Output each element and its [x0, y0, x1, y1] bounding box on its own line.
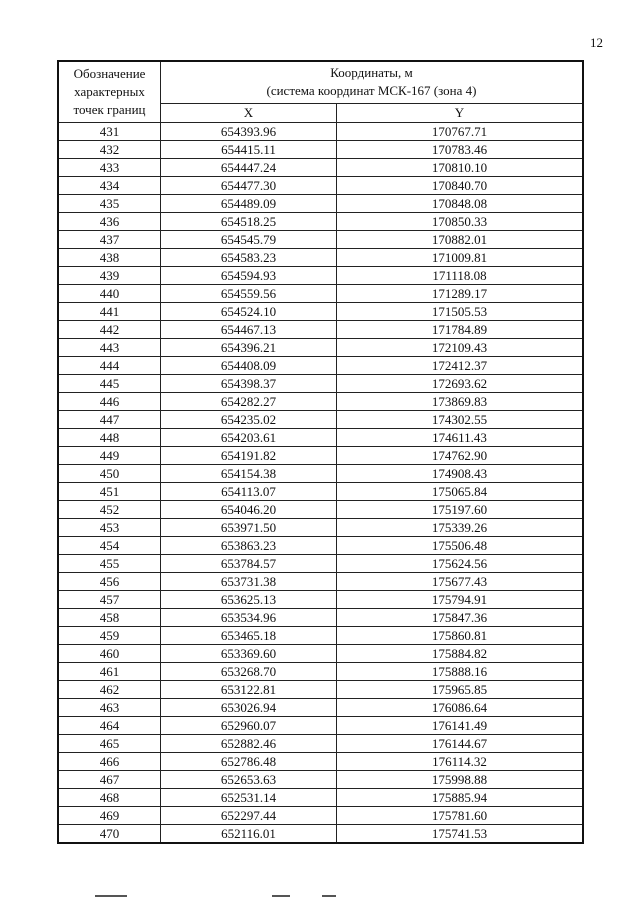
- x-coordinate-cell: 654415.11: [161, 141, 337, 159]
- y-coordinate-cell: 170767.71: [337, 123, 584, 141]
- point-number-cell: 450: [58, 465, 161, 483]
- table-row: [58, 825, 583, 844]
- x-coordinate-cell: 654545.79: [161, 231, 337, 249]
- x-coordinate-cell: 653784.57: [161, 555, 337, 573]
- y-coordinate-cell: 176114.32: [337, 753, 584, 771]
- x-coordinate-cell: 654524.10: [161, 303, 337, 321]
- x-coordinate-cell: 653465.18: [161, 627, 337, 645]
- point-number-cell: 435: [58, 195, 161, 213]
- table-row: [58, 663, 583, 681]
- y-coordinate-cell: 175065.84: [337, 483, 584, 501]
- point-number-cell: 469: [58, 807, 161, 825]
- x-column-header: X: [161, 103, 337, 122]
- point-number-cell: 445: [58, 375, 161, 393]
- designation-header: [58, 61, 161, 123]
- y-coordinate-cell: 175741.53: [337, 825, 584, 844]
- table-row: [58, 285, 583, 303]
- point-number-cell: 462: [58, 681, 161, 699]
- point-number-cell: 431: [58, 123, 161, 141]
- table-row: [58, 411, 583, 429]
- y-coordinate-cell: 170850.33: [337, 213, 584, 231]
- y-coordinate-cell: 170840.70: [337, 177, 584, 195]
- point-number-cell: 432: [58, 141, 161, 159]
- table-row: [58, 429, 583, 447]
- table-row: [58, 789, 583, 807]
- y-coordinate-cell: 171784.89: [337, 321, 584, 339]
- table-body: [58, 123, 583, 844]
- x-coordinate-cell: 653122.81: [161, 681, 337, 699]
- point-number-cell: 456: [58, 573, 161, 591]
- x-coordinate-cell: 653026.94: [161, 699, 337, 717]
- table-header-row: [58, 61, 583, 103]
- x-coordinate-cell: 654583.23: [161, 249, 337, 267]
- y-coordinate-cell: 175847.36: [337, 609, 584, 627]
- coordinates-table: [57, 60, 584, 844]
- table-row: [58, 573, 583, 591]
- y-coordinate-cell: 175506.48: [337, 537, 584, 555]
- y-coordinate-cell: 175885.94: [337, 789, 584, 807]
- point-number-cell: 463: [58, 699, 161, 717]
- point-number-cell: 451: [58, 483, 161, 501]
- x-coordinate-cell: 652882.46: [161, 735, 337, 753]
- table-row: [58, 375, 583, 393]
- table-row: [58, 483, 583, 501]
- y-coordinate-cell: 175794.91: [337, 591, 584, 609]
- x-coordinate-cell: 654046.20: [161, 501, 337, 519]
- table-row: [58, 717, 583, 735]
- table-row: [58, 753, 583, 771]
- x-coordinate-cell: 653268.70: [161, 663, 337, 681]
- point-number-cell: 438: [58, 249, 161, 267]
- page-number: 12: [590, 35, 603, 50]
- table-row: [58, 177, 583, 195]
- table-row: [58, 393, 583, 411]
- x-coordinate-cell: 654113.07: [161, 483, 337, 501]
- x-coordinate-cell: 654282.27: [161, 393, 337, 411]
- y-coordinate-cell: 174302.55: [337, 411, 584, 429]
- y-coordinate-cell: 170882.01: [337, 231, 584, 249]
- y-coordinate-cell: 176144.67: [337, 735, 584, 753]
- x-coordinate-cell: 652531.14: [161, 789, 337, 807]
- point-number-cell: 437: [58, 231, 161, 249]
- coordinates-header-line-2: (система координат МСК-167 (зона 4): [266, 83, 477, 99]
- point-number-cell: 470: [58, 825, 161, 844]
- y-coordinate-cell: 174611.43: [337, 429, 584, 447]
- point-number-cell: 433: [58, 159, 161, 177]
- x-coordinate-cell: 653731.38: [161, 573, 337, 591]
- y-coordinate-cell: 175884.82: [337, 645, 584, 663]
- y-coordinate-cell: 173869.83: [337, 393, 584, 411]
- point-number-cell: 443: [58, 339, 161, 357]
- designation-header-line-1: Обозначение: [73, 66, 146, 81]
- point-number-cell: 440: [58, 285, 161, 303]
- x-coordinate-cell: 654203.61: [161, 429, 337, 447]
- table-row: [58, 303, 583, 321]
- x-coordinate-cell: 652960.07: [161, 717, 337, 735]
- y-coordinate-cell: 175888.16: [337, 663, 584, 681]
- y-coordinate-cell: 170783.46: [337, 141, 584, 159]
- table-row: [58, 735, 583, 753]
- x-coordinate-cell: 654154.38: [161, 465, 337, 483]
- x-coordinate-cell: 654518.25: [161, 213, 337, 231]
- table-row: [58, 447, 583, 465]
- y-coordinate-cell: 175197.60: [337, 501, 584, 519]
- point-number-cell: 460: [58, 645, 161, 663]
- x-coordinate-cell: 653534.96: [161, 609, 337, 627]
- y-coordinate-cell: 175998.88: [337, 771, 584, 789]
- x-coordinate-cell: 652653.63: [161, 771, 337, 789]
- table-row: [58, 123, 583, 141]
- table-row: [58, 807, 583, 825]
- designation-header-line-3: точек границ: [73, 102, 146, 117]
- point-number-cell: 459: [58, 627, 161, 645]
- table-row: [58, 501, 583, 519]
- table-row: [58, 213, 583, 231]
- point-number-cell: 442: [58, 321, 161, 339]
- x-coordinate-cell: 653369.60: [161, 645, 337, 663]
- point-number-cell: 448: [58, 429, 161, 447]
- point-number-cell: 465: [58, 735, 161, 753]
- x-coordinate-cell: 654191.82: [161, 447, 337, 465]
- y-coordinate-cell: 171009.81: [337, 249, 584, 267]
- table-row: [58, 609, 583, 627]
- point-number-cell: 452: [58, 501, 161, 519]
- point-number-cell: 466: [58, 753, 161, 771]
- table-row: [58, 159, 583, 177]
- x-coordinate-cell: 654396.21: [161, 339, 337, 357]
- coordinates-header: [161, 61, 584, 103]
- table-row: [58, 771, 583, 789]
- x-coordinate-cell: 653625.13: [161, 591, 337, 609]
- x-coordinate-cell: 654477.30: [161, 177, 337, 195]
- table-row: [58, 645, 583, 663]
- table-row: [58, 699, 583, 717]
- y-coordinate-cell: 170810.10: [337, 159, 584, 177]
- point-number-cell: 457: [58, 591, 161, 609]
- scan-bottom-artifacts: [0, 895, 640, 905]
- x-coordinate-cell: 654489.09: [161, 195, 337, 213]
- x-coordinate-cell: 653971.50: [161, 519, 337, 537]
- point-number-cell: 449: [58, 447, 161, 465]
- point-number-cell: 454: [58, 537, 161, 555]
- table-row: [58, 249, 583, 267]
- point-number-cell: 447: [58, 411, 161, 429]
- scan-mark: [322, 895, 336, 897]
- x-coordinate-cell: 654393.96: [161, 123, 337, 141]
- table-row: [58, 681, 583, 699]
- x-coordinate-cell: 654559.56: [161, 285, 337, 303]
- point-number-cell: 458: [58, 609, 161, 627]
- x-coordinate-cell: 652116.01: [161, 825, 337, 844]
- point-number-cell: 455: [58, 555, 161, 573]
- y-coordinate-cell: 171118.08: [337, 267, 584, 285]
- table-row: [58, 231, 583, 249]
- point-number-cell: 461: [58, 663, 161, 681]
- y-coordinate-cell: 175965.85: [337, 681, 584, 699]
- y-coordinate-cell: 172109.43: [337, 339, 584, 357]
- point-number-cell: 441: [58, 303, 161, 321]
- point-number-cell: 453: [58, 519, 161, 537]
- y-coordinate-cell: 175677.43: [337, 573, 584, 591]
- table-row: [58, 357, 583, 375]
- table-row: [58, 267, 583, 285]
- point-number-cell: 464: [58, 717, 161, 735]
- y-coordinate-cell: 174762.90: [337, 447, 584, 465]
- x-coordinate-cell: 654447.24: [161, 159, 337, 177]
- point-number-cell: 468: [58, 789, 161, 807]
- point-number-cell: 439: [58, 267, 161, 285]
- table-row: [58, 321, 583, 339]
- x-coordinate-cell: 653863.23: [161, 537, 337, 555]
- x-coordinate-cell: 652297.44: [161, 807, 337, 825]
- y-coordinate-cell: 175860.81: [337, 627, 584, 645]
- x-coordinate-cell: 654467.13: [161, 321, 337, 339]
- scan-mark: [95, 895, 127, 897]
- coordinates-header-line-1: Координаты, м: [330, 65, 413, 81]
- x-coordinate-cell: 654235.02: [161, 411, 337, 429]
- y-coordinate-cell: 172412.37: [337, 357, 584, 375]
- designation-header-line-2: характерных: [74, 84, 145, 99]
- table-row: [58, 519, 583, 537]
- y-coordinate-cell: 175339.26: [337, 519, 584, 537]
- y-coordinate-cell: 171289.17: [337, 285, 584, 303]
- scan-mark: [272, 895, 290, 897]
- table-row: [58, 627, 583, 645]
- y-column-header: Y: [337, 103, 584, 122]
- point-number-cell: 446: [58, 393, 161, 411]
- table-row: [58, 195, 583, 213]
- x-coordinate-cell: 654594.93: [161, 267, 337, 285]
- point-number-cell: 434: [58, 177, 161, 195]
- y-coordinate-cell: 176141.49: [337, 717, 584, 735]
- table-row: [58, 141, 583, 159]
- y-coordinate-cell: 174908.43: [337, 465, 584, 483]
- point-number-cell: 444: [58, 357, 161, 375]
- table-row: [58, 591, 583, 609]
- y-coordinate-cell: 175624.56: [337, 555, 584, 573]
- y-coordinate-cell: 171505.53: [337, 303, 584, 321]
- y-coordinate-cell: 170848.08: [337, 195, 584, 213]
- point-number-cell: 436: [58, 213, 161, 231]
- x-coordinate-cell: 654408.09: [161, 357, 337, 375]
- table-row: [58, 339, 583, 357]
- table-row: [58, 465, 583, 483]
- table-row: [58, 537, 583, 555]
- y-coordinate-cell: 175781.60: [337, 807, 584, 825]
- table-row: [58, 555, 583, 573]
- x-coordinate-cell: 654398.37: [161, 375, 337, 393]
- point-number-cell: 467: [58, 771, 161, 789]
- y-coordinate-cell: 176086.64: [337, 699, 584, 717]
- x-coordinate-cell: 652786.48: [161, 753, 337, 771]
- y-coordinate-cell: 172693.62: [337, 375, 584, 393]
